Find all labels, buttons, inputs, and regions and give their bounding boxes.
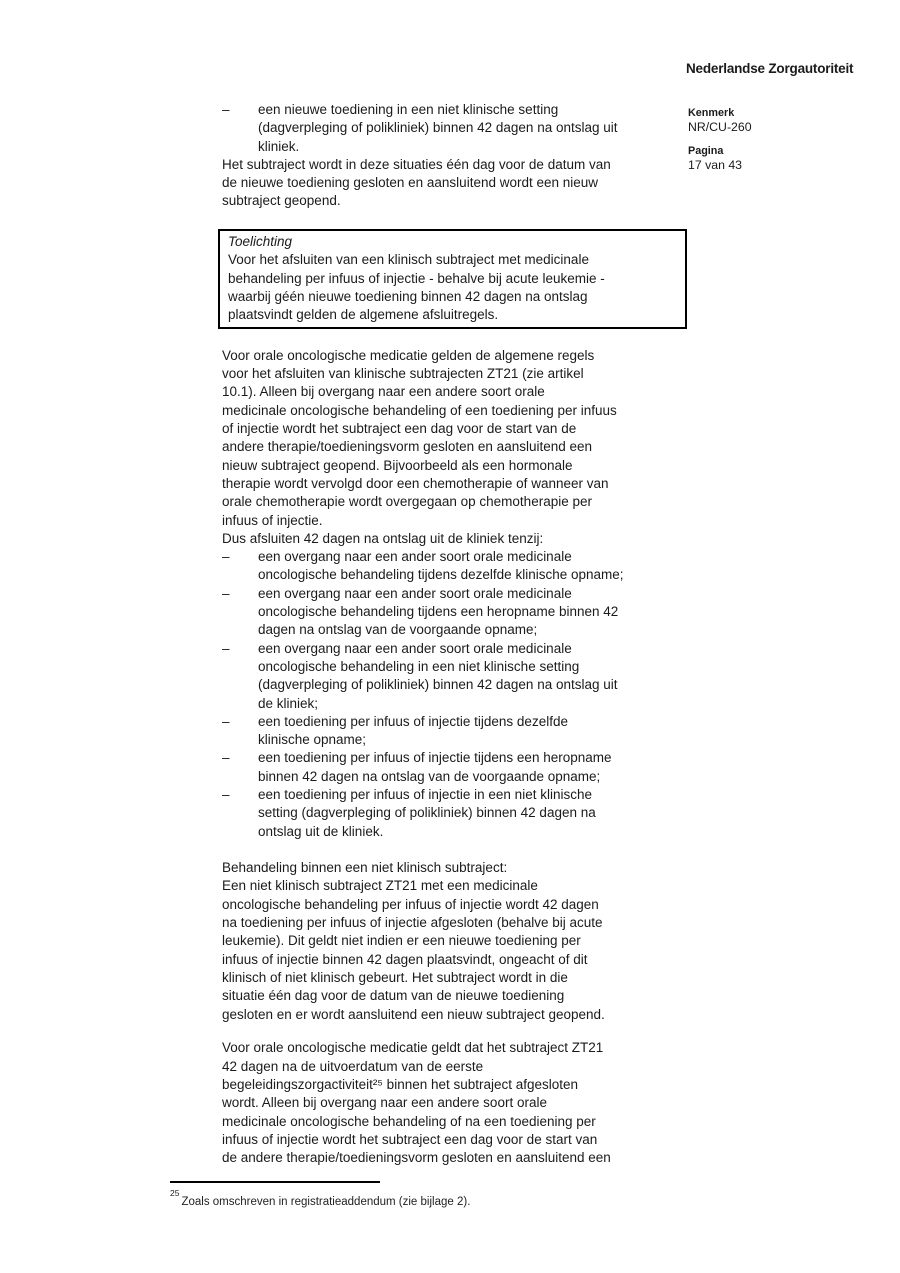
paragraph <box>222 1039 697 1167</box>
text-line: Behandeling binnen een niet klinisch subtraject: <box>222 860 508 876</box>
text-line: klinische opname; <box>258 732 367 748</box>
list-item <box>222 749 697 786</box>
text-line: voor het afsluiten van klinische subtrajecten ZT21 (zie artikel <box>222 366 584 382</box>
text-line: Voor orale oncologische medicatie geldt dat het subtraject ZT21 <box>222 1040 604 1056</box>
bullet-body <box>258 749 612 786</box>
bullet-dash: – <box>222 640 230 656</box>
text-line: (dagverpleging of polikliniek) binnen 42 dagen na ontslag uit <box>258 120 618 136</box>
text-line: Voor het afsluiten van een klinisch subtraject met medicinale <box>228 252 589 268</box>
text-line: setting (dagverpleging of polikliniek) binnen 42 dagen na <box>258 805 596 821</box>
paragraph <box>222 859 697 1024</box>
text-line: medicinale oncologische behandeling of na een toediening per <box>222 1113 596 1129</box>
list-item <box>222 585 697 640</box>
paragraph <box>222 156 697 211</box>
text-line: oncologische behandeling in een niet klinische setting <box>258 658 580 674</box>
text-line: infuus of injectie binnen 42 dagen plaatsvindt, ongeacht of dit <box>222 951 588 967</box>
text-line: of injectie wordt het subtraject een dag voor de start van de <box>222 421 577 437</box>
bullet-dash: – <box>222 750 230 766</box>
text-line: kliniek. <box>258 138 300 154</box>
text-line: klinisch of niet klinisch gebeurt. Het subtraject wordt in die <box>222 969 568 985</box>
meta-label-pagina: Pagina <box>688 145 724 157</box>
text-line: andere therapie/toedieningsvorm gesloten en aansluitend een <box>222 439 593 455</box>
text-line: subtraject geopend. <box>222 193 341 209</box>
bullet-body <box>258 548 624 585</box>
text-line: medicinale oncologische behandeling of een toediening per infuus <box>222 402 617 418</box>
paragraph <box>222 347 697 548</box>
text-line: therapie wordt vervolgd door een chemotherapie of wanneer van <box>222 475 609 491</box>
list-item <box>222 548 697 585</box>
nza-wordmark: Nederlandse Zorgautoriteit <box>686 61 854 76</box>
bullet-body <box>258 713 568 750</box>
bullet-dash: – <box>222 549 230 565</box>
bullet-body <box>258 585 618 640</box>
text-line: wordt. Alleen bij overgang naar een andere soort orale <box>222 1095 547 1111</box>
document-meta <box>688 107 752 183</box>
text-line: oncologische behandeling per infuus of injectie wordt 42 dagen <box>222 896 599 912</box>
text-line: ontslag uit de kliniek. <box>258 823 384 839</box>
text-line: gesloten en er wordt aansluitend een nieuw subtraject geopend. <box>222 1006 605 1022</box>
list-item <box>222 786 697 841</box>
text-line: een nieuwe toediening in een niet klinische setting <box>258 102 559 117</box>
text-line: begeleidingszorgactiviteit²⁵ binnen het subtraject afgesloten <box>222 1076 579 1092</box>
list-item <box>222 640 697 713</box>
meta-value-kenmerk: NR/CU-260 <box>688 120 752 134</box>
footnote-line <box>170 1190 470 1209</box>
text-line: plaatsvindt gelden de algemene afsluitregels. <box>228 307 499 323</box>
footnote <box>170 1181 470 1209</box>
text-line: situatie één dag voor de datum van de nieuwe toediening <box>222 988 565 1004</box>
text-line: de andere therapie/toedieningsvorm gesloten en aansluitend een <box>222 1150 611 1166</box>
text-line: een overgang naar een ander soort orale medicinale <box>258 640 572 656</box>
text-line: (dagverpleging of polikliniek) binnen 42 dagen na ontslag uit <box>258 677 618 693</box>
text-line: 10.1). Alleen bij overgang naar een andere soort orale <box>222 384 545 400</box>
text-line: Een niet klinisch subtraject ZT21 met een medicinale <box>222 878 538 894</box>
footnote-text: Zoals omschreven in registratieaddendum (zie bijlage 2). <box>181 1195 471 1208</box>
footnote-marker: 25 <box>170 1188 180 1198</box>
text-line: oncologische behandeling tijdens dezelfde klinische opname; <box>258 567 624 583</box>
bullet-body <box>258 786 596 841</box>
text-line: na toediening per infuus of injectie afgesloten (behalve bij acute <box>222 915 603 931</box>
list-item <box>222 101 697 156</box>
text-line: een toediening per infuus of injectie tijdens een heropname <box>258 750 612 766</box>
text-line: infuus of injectie wordt het subtraject een dag voor de start van <box>222 1131 598 1147</box>
toelichting-box <box>218 229 687 328</box>
text-line: oncologische behandeling tijdens een heropname binnen 42 <box>258 604 619 620</box>
text-line: een overgang naar een ander soort orale medicinale <box>258 549 572 565</box>
list-item <box>222 713 697 750</box>
text-line: de nieuwe toediening gesloten en aansluitend wordt een nieuw <box>222 175 599 191</box>
text-line: Het subtraject wordt in deze situaties één dag voor de datum van <box>222 156 611 172</box>
text-line: behandeling per infuus of injectie - behalve bij acute leukemie - <box>228 270 605 286</box>
bullet-dash: – <box>222 786 230 802</box>
bullet-dash: – <box>222 585 230 601</box>
bullet-dash: – <box>222 102 230 117</box>
bullet-body <box>258 640 618 713</box>
text-line: waarbij géén nieuwe toediening binnen 42 dagen na ontslag <box>228 288 588 304</box>
text-line: infuus of injectie. <box>222 512 323 528</box>
bullet-body <box>258 101 618 156</box>
text-line: 42 dagen na de uitvoerdatum van de eerste <box>222 1058 484 1074</box>
document-body <box>222 101 697 1167</box>
text-line: leukemie). Dit geldt niet indien er een nieuwe toediening per <box>222 933 581 949</box>
box-title: Toelichting <box>228 234 293 250</box>
text-line: binnen 42 dagen na ontslag van de voorgaande opname; <box>258 768 601 784</box>
text-line: Voor orale oncologische medicatie gelden de algemene regels <box>222 347 595 363</box>
footnote-rule <box>170 1181 380 1183</box>
text-line: een overgang naar een ander soort orale medicinale <box>258 585 572 601</box>
bullet-dash: – <box>222 713 230 729</box>
text-line: orale chemotherapie wordt overgegaan op chemotherapie per <box>222 494 592 510</box>
text-line: de kliniek; <box>258 695 319 711</box>
meta-label-kenmerk: Kenmerk <box>688 107 735 119</box>
text-line: dagen na ontslag van de voorgaande opname; <box>258 622 538 638</box>
text-line: een toediening per infuus of injectie tijdens dezelfde <box>258 713 568 729</box>
text-line: nieuw subtraject geopend. Bijvoorbeeld als een hormonale <box>222 457 573 473</box>
text-line: Dus afsluiten 42 dagen na ontslag uit de kliniek tenzij: <box>222 530 544 546</box>
meta-value-pagina: 17 van 43 <box>688 158 743 172</box>
text-line: een toediening per infuus of injectie in een niet klinische <box>258 786 592 802</box>
